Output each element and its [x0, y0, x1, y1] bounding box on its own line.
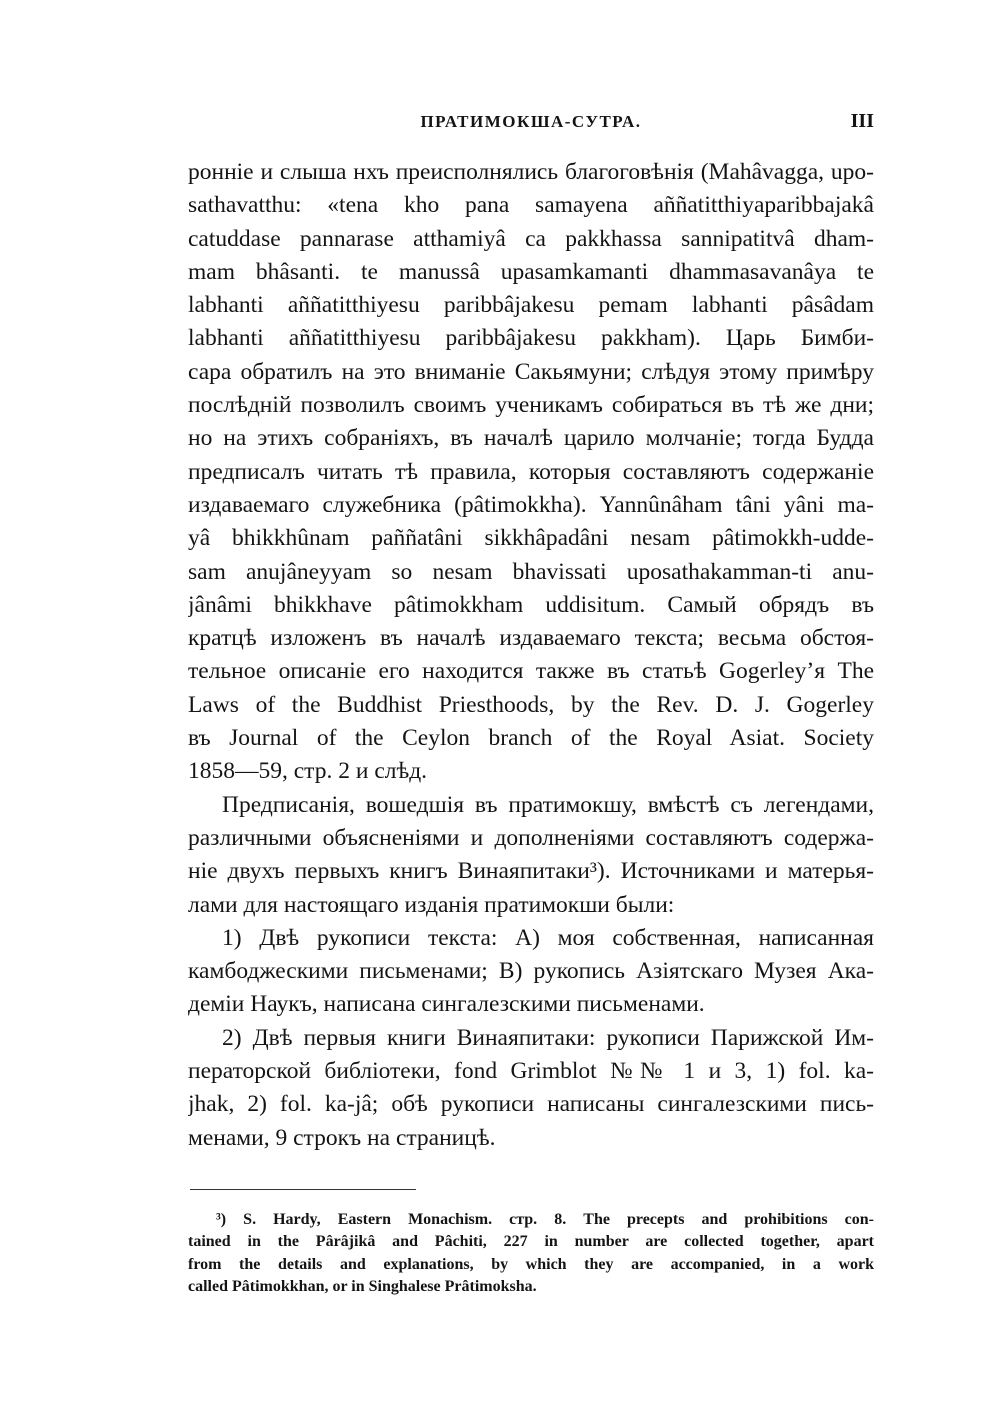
text-line: yâ bhikkhûnam paññatâni sikkhâpadâni nesam pâtimokkh-udde- — [188, 525, 874, 552]
text-line: послѣдній позволилъ своимъ ученикамъ собираться въ тѣ же дни; — [188, 392, 874, 419]
footnote-line: from the details and explanations, by which they are accompanied, in a work — [188, 1255, 874, 1273]
text-line: камбоджескими письменами; B) рукопись Азіятскаго Музея Ака- — [188, 958, 874, 985]
footnote-line: tained in the Pârâjikâ and Pâchiti, 227 in number are collected together, apart — [188, 1233, 874, 1251]
text-line: jânâmi bhikkhave pâtimokkham uddisitum. Самый обрядъ въ — [188, 591, 874, 618]
text-line: кратцѣ изложенъ въ началѣ издаваемаго текста; весьма обстоя- — [188, 625, 874, 652]
body-text — [188, 156, 874, 1155]
text-line: Laws of the Buddhist Priesthoods, by the Rev. D. J. Gogerley — [188, 691, 874, 718]
text-line: mam bhâsanti. te manussâ upasamkamanti dhammasavanâya te — [188, 258, 874, 285]
running-title: ПРАТИМОКША-СУТРА. — [420, 112, 642, 131]
text-line: ніе двухъ первыхъ книгъ Винаяпитаки³). Источниками и матерья- — [188, 858, 874, 885]
text-line: 2) Двѣ первыя книги Винаяпитаки: рукописи Парижской Им- — [222, 1024, 874, 1051]
footnote-line: called Pâtimokkhan, or in Singhalese Prâtimoksha. — [188, 1278, 537, 1296]
footnote-line: ³) S. Hardy, Eastern Monachism. стр. 8. The precepts and prohibitions con- — [216, 1211, 874, 1228]
text-line: ронніе и слыша нхъ преисполнялись благоговѣнія (Mahâvagga, upo- — [188, 159, 874, 185]
text-line: различными объясненіями и дополненіями составляютъ содержа- — [188, 824, 874, 851]
text-line: labhanti aññatitthiyesu paribbâjakesu pakkham). Царь Бимби- — [188, 325, 874, 352]
text-line: менами, 9 строкъ на страницѣ. — [188, 1124, 496, 1151]
text-line: jhak, 2) fol. ka-jâ; обѣ рукописи написаны сингалезскими пись- — [188, 1091, 874, 1118]
text-line: предписалъ читать тѣ правила, которыя составляютъ содержаніе — [188, 458, 874, 485]
text-line: лами для настоящаго изданія пратимокши были: — [188, 891, 675, 918]
text-line: labhanti aññatitthiyesu paribbâjakesu pemam labhanti pâsâdam — [188, 292, 874, 319]
text-line: Предписанія, вошедшія въ пратимокшу, вмѣстѣ съ легендами, — [222, 791, 874, 818]
text-line: деміи Наукъ, написана сингалезскими письменами. — [188, 991, 705, 1018]
page-number: III — [850, 110, 874, 132]
text-line: catuddase pannarase atthamiyâ ca pakkhassa sannipatitvâ dham- — [188, 225, 874, 252]
footnote — [188, 1209, 874, 1299]
text-line: сара обратилъ на это вниманіе Сакьямуни; слѣдуя этому примѣру — [188, 358, 874, 385]
text-line: тельное описаніе его находится также въ статьѣ Gogerley’я The — [188, 658, 874, 685]
text-line: sam anujâneyyam so nesam bhavissati uposathakamman-ti anu- — [188, 558, 874, 585]
text-line: издаваемаго служебника (pâtimokkha). Yannûnâham tâni yâni ma- — [188, 491, 874, 518]
text-line: 1858—59, стр. 2 и слѣд. — [188, 758, 428, 785]
footnote-separator — [190, 1189, 416, 1190]
text-line: въ Journal of the Ceylon branch of the Royal Asiat. Society — [188, 725, 874, 752]
text-line: sathavatthu: «tena kho pana samayena aññatitthiyaparibbajakâ — [188, 192, 874, 219]
text-line: 1) Двѣ рукописи текста: A) моя собственная, написанная — [222, 924, 874, 951]
page-header — [188, 108, 874, 138]
text-line: но на этихъ собраніяхъ, въ началѣ царило молчаніе; тогда Будда — [188, 425, 874, 452]
text-line: ператорской библіотеки, fond Grimblot №№ 1 и 3, 1) fol. ka- — [188, 1058, 874, 1085]
